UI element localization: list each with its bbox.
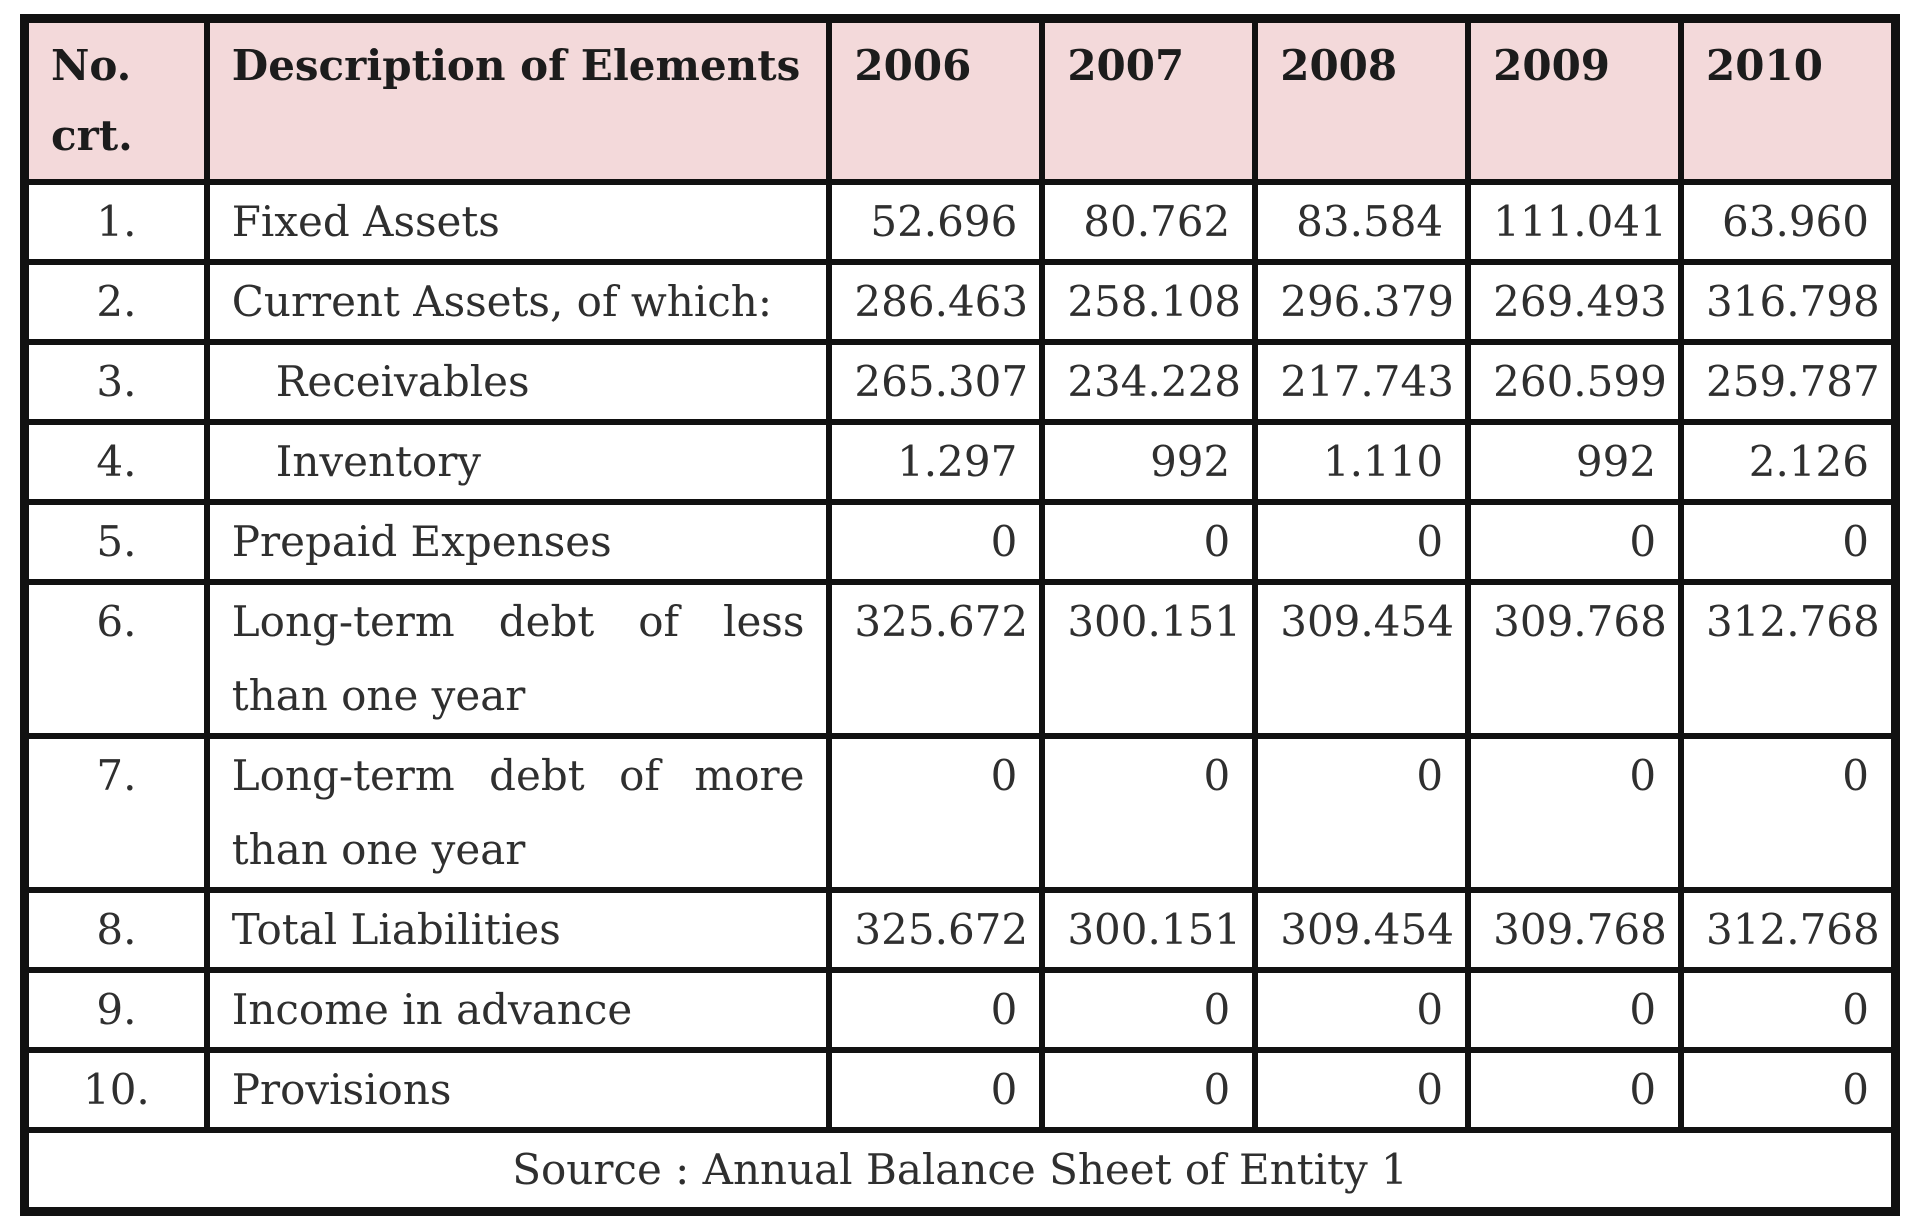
row-description: Long-term debt of less than one year (207, 582, 830, 736)
table-row (26, 502, 1894, 582)
value-cell: 286.463 (829, 262, 1042, 342)
row-number: 9. (26, 970, 207, 1050)
header-description: Description of Elements (207, 20, 830, 182)
table-row (26, 182, 1894, 262)
row-description: Total Liabilities (207, 890, 830, 970)
balance-sheet-table (20, 14, 1900, 1216)
value-cell: 0 (1255, 502, 1468, 582)
value-cell: 0 (1681, 970, 1894, 1050)
value-cell: 83.584 (1255, 182, 1468, 262)
value-cell: 325.672 (829, 582, 1042, 736)
value-cell: 0 (1255, 970, 1468, 1050)
value-cell: 80.762 (1042, 182, 1255, 262)
value-cell: 0 (829, 970, 1042, 1050)
value-cell: 0 (1681, 736, 1894, 890)
row-description: Income in advance (207, 970, 830, 1050)
row-description: Long-term debt of more than one year (207, 736, 830, 890)
value-cell: 0 (1468, 502, 1681, 582)
value-cell: 0 (1468, 736, 1681, 890)
balance-sheet-table-wrapper (20, 14, 1900, 1216)
row-number: 5. (26, 502, 207, 582)
value-cell: 0 (1042, 1050, 1255, 1130)
header-year-2010: 2010 (1681, 20, 1894, 182)
header-year-2008: 2008 (1255, 20, 1468, 182)
table-row (26, 970, 1894, 1050)
value-cell: 296.379 (1255, 262, 1468, 342)
value-cell: 0 (829, 736, 1042, 890)
value-cell: 0 (1681, 502, 1894, 582)
row-description: Inventory (207, 422, 830, 502)
value-cell: 309.454 (1255, 890, 1468, 970)
value-cell: 217.743 (1255, 342, 1468, 422)
row-number: 6. (26, 582, 207, 736)
value-cell: 265.307 (829, 342, 1042, 422)
value-cell: 0 (1468, 1050, 1681, 1130)
value-cell: 0 (1042, 970, 1255, 1050)
value-cell: 258.108 (1042, 262, 1255, 342)
header-no-line1: No. (51, 41, 132, 90)
source-note: Source : Annual Balance Sheet of Entity 1 (26, 1130, 1894, 1210)
row-description: Prepaid Expenses (207, 502, 830, 582)
value-cell: 300.151 (1042, 582, 1255, 736)
value-cell: 63.960 (1681, 182, 1894, 262)
value-cell: 234.228 (1042, 342, 1255, 422)
table-row (26, 890, 1894, 970)
table-row (26, 342, 1894, 422)
value-cell: 309.454 (1255, 582, 1468, 736)
row-number: 7. (26, 736, 207, 890)
row-description: Provisions (207, 1050, 830, 1130)
header-no-line2: crt. (51, 111, 133, 160)
row-number: 2. (26, 262, 207, 342)
row-number: 4. (26, 422, 207, 502)
row-number: 3. (26, 342, 207, 422)
value-cell: 259.787 (1681, 342, 1894, 422)
value-cell: 1.110 (1255, 422, 1468, 502)
value-cell: 0 (1255, 1050, 1468, 1130)
header-row (26, 20, 1894, 182)
row-description: Receivables (207, 342, 830, 422)
row-number: 1. (26, 182, 207, 262)
header-year-2009: 2009 (1468, 20, 1681, 182)
value-cell: 2.126 (1681, 422, 1894, 502)
header-year-2007: 2007 (1042, 20, 1255, 182)
value-cell: 0 (1468, 970, 1681, 1050)
table-row (26, 1050, 1894, 1130)
table-row (26, 582, 1894, 736)
table-row (26, 736, 1894, 890)
value-cell: 269.493 (1468, 262, 1681, 342)
value-cell: 0 (1042, 736, 1255, 890)
value-cell: 312.768 (1681, 890, 1894, 970)
header-year-2006: 2006 (829, 20, 1042, 182)
value-cell: 300.151 (1042, 890, 1255, 970)
value-cell: 52.696 (829, 182, 1042, 262)
value-cell: 0 (1255, 736, 1468, 890)
value-cell: 309.768 (1468, 582, 1681, 736)
value-cell: 316.798 (1681, 262, 1894, 342)
value-cell: 1.297 (829, 422, 1042, 502)
source-row (26, 1130, 1894, 1210)
row-description: Current Assets, of which: (207, 262, 830, 342)
table-row (26, 422, 1894, 502)
value-cell: 0 (1042, 502, 1255, 582)
value-cell: 325.672 (829, 890, 1042, 970)
header-no (26, 20, 207, 182)
value-cell: 260.599 (1468, 342, 1681, 422)
value-cell: 312.768 (1681, 582, 1894, 736)
row-number: 8. (26, 890, 207, 970)
value-cell: 0 (829, 502, 1042, 582)
row-number: 10. (26, 1050, 207, 1130)
row-description: Fixed Assets (207, 182, 830, 262)
value-cell: 0 (829, 1050, 1042, 1130)
value-cell: 992 (1042, 422, 1255, 502)
value-cell: 0 (1681, 1050, 1894, 1130)
value-cell: 111.041 (1468, 182, 1681, 262)
value-cell: 309.768 (1468, 890, 1681, 970)
value-cell: 992 (1468, 422, 1681, 502)
table-row (26, 262, 1894, 342)
